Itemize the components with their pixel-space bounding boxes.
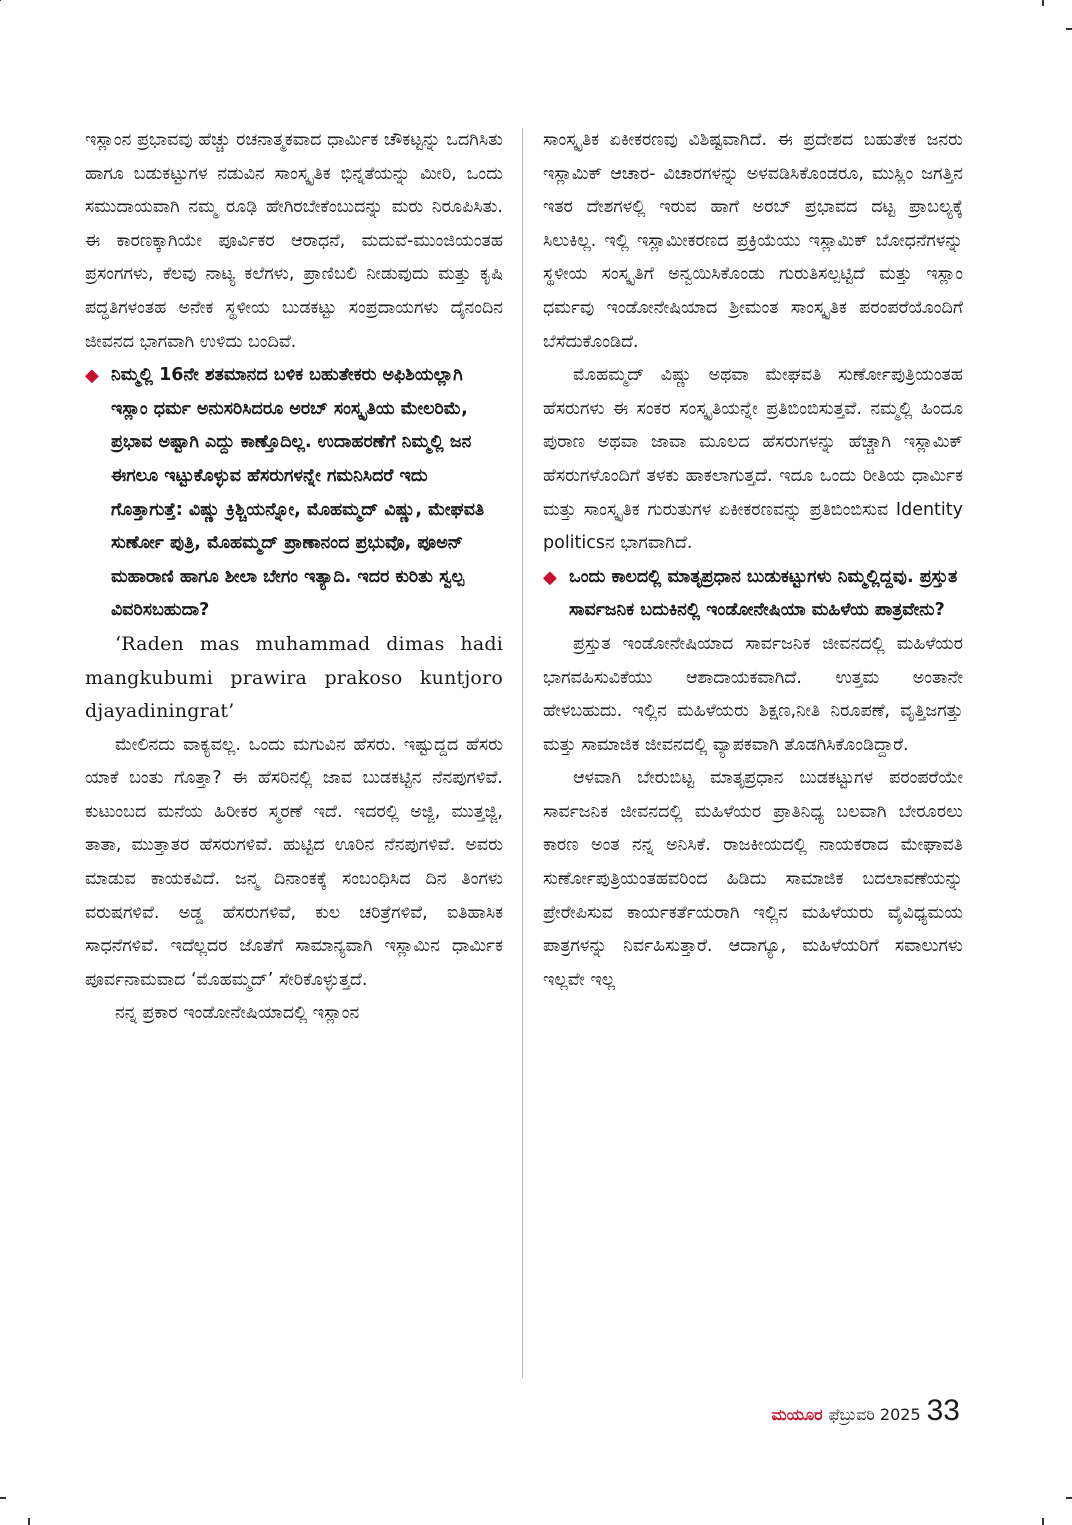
body-paragraph: ಇಸ್ಲಾಂನ ಪ್ರಭಾವವು ಹೆಚ್ಚು ರಚನಾತ್ಮಕವಾದ ಧಾರ್ಮಿಕ ಚೌಕಟ್ಟನ್ನು ಒದಗಿಸಿತು ಹಾಗೂ ಬಡುಕಟ್ಟುಗಳ ನಡುವಿನ ಸಾಂಸ್ಕೃತಿಕ ಭಿನ್ನತೆಯನ್ನು ಮೀರಿ, ಒಂದು ಸಮುದಾಯವಾಗಿ ನಮ್ಮ ರೂಢಿ ಹೇಗಿರಬೇಕೆಂಬುದನ್ನು ಮರು ನಿರೂಪಿಸಿತು. ಈ ಕಾರಣಕ್ಕಾಗಿಯೇ ಪೂರ್ವಿಕರ ಆರಾಧನೆ, ಮದುವೆ-ಮುಂಜಿಯಂತಹ ಪ್ರಸಂಗಗಳು, ಕೆಲವು ನಾಟ್ಯ ಕಲೆಗಳು, ಪ್ರಾಣಿಬಲಿ ನೀಡುವುದು ಮತ್ತು ಕೃಷಿ ಪದ್ಧತಿಗಳಂತಹ ಅನೇಕ ಸ್ಥಳೀಯ ಬುಡಕಟ್ಟು ಸಂಪ್ರದಾಯಗಳು ದೈನಂದಿನ ಜೀವನದ ಭಾಗವಾಗಿ ಉಳಿದು ಬಂದಿವೆ.: [85, 130, 503, 352]
crop-mark-top-right: [1042, 0, 1044, 6]
interview-question: [543, 561, 963, 628]
body-paragraph: ಮೇಲಿನದು ವಾಕ್ಯವಲ್ಲ. ಒಂದು ಮಗುವಿನ ಹೆಸರು. ಇಷ್ಟುದ್ದದ ಹೆಸರು ಯಾಕೆ ಬಂತು ಗೊತ್ತಾ? ಈ ಹೆಸರಿನಲ್ಲಿ ಜಾವ ಬುಡಕಟ್ಟಿನ ನೆನಪುಗಳಿವೆ. ಕುಟುಂಬದ ಮನೆಯ ಹಿರೀಕರ ಸ್ಮರಣೆ ಇದೆ. ಇದರಲ್ಲಿ ಅಜ್ಜಿ, ಮುತ್ತಜ್ಜಿ, ತಾತಾ, ಮುತ್ತಾತರ ಹೆಸರುಗಳಿವೆ. ಹುಟ್ಟಿದ ಊರಿನ ನೆನಪುಗಳಿವೆ. ಅವರು ಮಾಡುವ ಕಾಯಕವಿದೆ. ಜನ್ಮ ದಿನಾಂಕಕ್ಕೆ ಸಂಬಂಧಿಸಿದ ದಿನ ತಿಂಗಳು ವರುಷಗಳಿವೆ. ಅಡ್ಡ ಹೆಸರುಗಳಿವೆ, ಕುಲ ಚರಿತ್ರೆಗಳಿವೆ, ಐತಿಹಾಸಿಕ ಸಾಧನೆಗಳಿವೆ. ಇದೆಲ್ಲದರ ಜೊತೆಗೆ ಸಾಮಾನ್ಯವಾಗಿ ಇಸ್ಲಾಮಿನ ಧಾರ್ಮಿಕ ಪೂರ್ವನಾಮವಾದ ‘ಮೊಹಮ್ಮದ್’ ಸೇರಿಕೊಳ್ಳುತ್ತದೆ.: [85, 734, 503, 990]
page-footer: [772, 1394, 960, 1428]
right-column: [543, 124, 963, 997]
crop-mark-bottom-left: [28, 1518, 30, 1525]
left-column: [85, 124, 503, 1031]
body-paragraph: ನನ್ನ ಪ್ರಕಾರ ಇಂಡೋನೇಷಿಯಾದಲ್ಲಿ ಇಸ್ಲಾಂನ: [115, 1003, 360, 1024]
question-text: ಒಂದು ಕಾಲದಲ್ಲಿ ಮಾತೃಪ್ರಧಾನ ಬುಡುಕಟ್ಟುಗಳು ನಿಮ್ಮಲ್ಲಿದ್ದವು. ಪ್ರಸ್ತುತ ಸಾರ್ವಜನಿಕ ಬದುಕಿನಲ್ಲಿ ಇಂಡೋನೇಷಿಯಾ ಮಹಿಳೆಯ ಪಾತ್ರವೇನು?: [569, 566, 958, 621]
body-paragraph: ಸಾಂಸ್ಕೃತಿಕ ಏಕೀಕರಣವು ವಿಶಿಷ್ಟವಾಗಿದೆ. ಈ ಪ್ರದೇಶದ ಬಹುತೇಕ ಜನರು ಇಸ್ಲಾಮಿಕ್ ಆಚಾರ- ವಿಚಾರಗಳನ್ನು ಅಳವಡಿಸಿಕೊಂಡರೂ, ಮುಸ್ಲಿಂ ಜಗತ್ತಿನ ಇತರ ದೇಶಗಳಲ್ಲಿ ಇರುವ ಹಾಗೆ ಅರಬ್ ಪ್ರಭಾವದ ದಟ್ಟ ಪ್ರಾಬಲ್ಯಕ್ಕೆ ಸಿಲುಕಿಲ್ಲ. ಇಲ್ಲಿ ಇಸ್ಲಾಮೀಕರಣದ ಪ್ರಕ್ರಿಯೆಯು ಇಸ್ಲಾಮಿಕ್ ಬೋಧನೆಗಳನ್ನು ಸ್ಥಳೀಯ ಸಂಸ್ಕೃತಿಗೆ ಅನ್ವಯಿಸಿಕೊಂಡು ಗುರುತಿಸಲ್ಪಟ್ಟಿದೆ ಮತ್ತು ಇಸ್ಲಾಂ ಧರ್ಮವು ಇಂಡೋನೇಷಿಯಾದ ಶ್ರೀಮಂತ ಸಾಂಸ್ಕೃತಿಕ ಪರಂಪರೆಯೊಂದಿಗೆ ಬೆಸೆದುಕೊಂಡಿದೆ.: [543, 130, 963, 352]
crop-mark-left-bottom: [0, 1497, 6, 1499]
quoted-name: ‘Raden mas muhammad dimas hadi mangkubumi prawira prakoso kuntjoro djayadiningrat’: [85, 632, 503, 723]
issue-date: ಫೆಬ್ರುವರಿ 2025: [828, 1405, 921, 1424]
page-number: 33: [926, 1394, 960, 1427]
question-text: ನಿಮ್ಮಲ್ಲಿ 16ನೇ ಶತಮಾನದ ಬಳಿಕ ಬಹುತೇಕರು ಅಫಿಶಿಯಲ್ಲಾಗಿ ಇಸ್ಲಾಂ ಧರ್ಮ ಅನುಸರಿಸಿದರೂ ಅರಬ್ ಸಂಸ್ಕೃತಿಯ ಮೇಲರಿಮೆ, ಪ್ರಭಾವ ಅಷ್ಟಾಗಿ ಎದ್ದು ಕಾಣ್ತೊದಿಲ್ಲ. ಉದಾಹರಣೆಗೆ ನಿಮ್ಮಲ್ಲಿ ಜನ ಈಗಲೂ ಇಟ್ಟುಕೊಳ್ಳುವ ಹೆಸರುಗಳನ್ನೇ ಗಮನಿಸಿದರೆ ಇದು ಗೊತ್ತಾಗುತ್ತೆ: ವಿಷ್ಣು ಕ್ರಿಶ್ಚಿಯನ್ನೋ, ಮೊಹಮ್ಮದ್ ವಿಷ್ಣು, ಮೇಘವತಿ ಸುರ್ಣೋ ಪುತ್ರಿ, ಮೊಹಮ್ಮದ್ ಪ್ರಾಣಾನಂದ ಪ್ರಭುವೊ, ಪೂಅನ್ ಮಹಾರಾಣಿ ಹಾಗೂ ಶೀಲಾ ಬೇಗಂ ಇತ್ಯಾದಿ. ಇದರ ಕುರಿತು ಸ್ವಲ್ಪ ವಿವರಿಸಬಹುದಾ?: [111, 365, 485, 621]
body-paragraph: ಮೊಹಮ್ಮದ್ ವಿಷ್ಣು ಅಥವಾ ಮೇಘವತಿ ಸುರ್ಣೋಪುತ್ರಿಯಂತಹ ಹೆಸರುಗಳು ಈ ಸಂಕರ ಸಂಸ್ಕೃತಿಯನ್ನೇ ಪ್ರತಿಬಿಂಬಿಸುತ್ತವೆ. ನಮ್ಮಲ್ಲಿ ಹಿಂದೂ ಪುರಾಣ ಅಥವಾ ಜಾವಾ ಮೂಲದ ಹೆಸರುಗಳನ್ನು ಹೆಚ್ಚಾಗಿ ಇಸ್ಲಾಮಿಕ್ ಹೆಸರುಗಳೊಂದಿಗೆ ತಳಕು ಹಾಕಲಾಗುತ್ತದೆ. ಇದೂ ಒಂದು ರೀತಿಯ ಧಾರ್ಮಿಕ ಮತ್ತು ಸಾಂಸ್ಕೃತಿಕ ಗುರುತುಗಳ ಏಕೀಕರಣವನ್ನು ಪ್ರತಿಬಿಂಬಿಸುವ Identity politicsನ ಭಾಗವಾಗಿದೆ.: [543, 365, 963, 554]
diamond-bullet-icon: ◆: [85, 365, 99, 387]
crop-mark-right-top: [1066, 28, 1072, 30]
interview-question: [85, 359, 503, 628]
body-paragraph: ಆಳವಾಗಿ ಬೇರುಬಿಟ್ಟ ಮಾತೃಪ್ರಧಾನ ಬುಡಕಟ್ಟುಗಳ ಪರಂಪರೆಯೇ ಸಾರ್ವಜನಿಕ ಜೀವನದಲ್ಲಿ ಮಹಿಳೆಯರ ಪ್ರಾತಿನಿಧ್ಯ ಬಲವಾಗಿ ಬೇರೂರಲು ಕಾರಣ ಅಂತ ನನ್ನ ಅನಿಸಿಕೆ. ರಾಜಕೀಯದಲ್ಲಿ ನಾಯಕರಾದ ಮೇಘಾವತಿ ಸುರ್ಣೋಪುತ್ರಿಯಂತಹವರಿಂದ ಹಿಡಿದು ಸಾಮಾಜಿಕ ಬದಲಾವಣೆಯನ್ನು ಪ್ರೇರೇಪಿಸುವ ಕಾರ್ಯಕರ್ತೆಯರಾಗಿ ಇಲ್ಲಿನ ಮಹಿಳೆಯರು ವೈವಿಧ್ಯಮಯ ಪಾತ್ರಗಳನ್ನು ನಿರ್ವಹಿಸುತ್ತಾರೆ. ಆದಾಗ್ಯೂ, ಮಹಿಳೆಯರಿಗೆ ಸವಾಲುಗಳು ಇಲ್ಲವೇ ಇಲ್ಲ: [543, 768, 963, 990]
body-paragraph: ಪ್ರಸ್ತುತ ಇಂಡೋನೇಷಿಯಾದ ಸಾರ್ವಜನಿಕ ಜೀವನದಲ್ಲಿ ಮಹಿಳೆಯರ ಭಾಗವಹಿಸುವಿಕೆಯು ಆಶಾದಾಯಕವಾಗಿದೆ. ಉತ್ತಮ ಅಂತಾನೇ ಹೇಳಬಹುದು. ಇಲ್ಲಿನ ಮಹಿಳೆಯರು ಶಿಕ್ಷಣ,ನೀತಿ ನಿರೂಪಣೆ, ವೃತ್ತಿಜಗತ್ತು ಮತ್ತು ಸಾಮಾಜಿಕ ಜೀವನದಲ್ಲಿ ವ್ಯಾಪಕವಾಗಿ ತೊಡಗಿಸಿಕೊಂಡಿದ್ದಾರೆ.: [543, 633, 963, 755]
crop-mark-top-left: [0, 0, 1, 1]
diamond-bullet-icon: ◆: [543, 566, 557, 588]
column-divider: [522, 128, 523, 1378]
crop-mark-bottom-right: [1042, 1518, 1044, 1525]
crop-mark-right-bottom: [1066, 1497, 1072, 1499]
magazine-logo: ಮಯೂರ: [771, 1405, 823, 1424]
